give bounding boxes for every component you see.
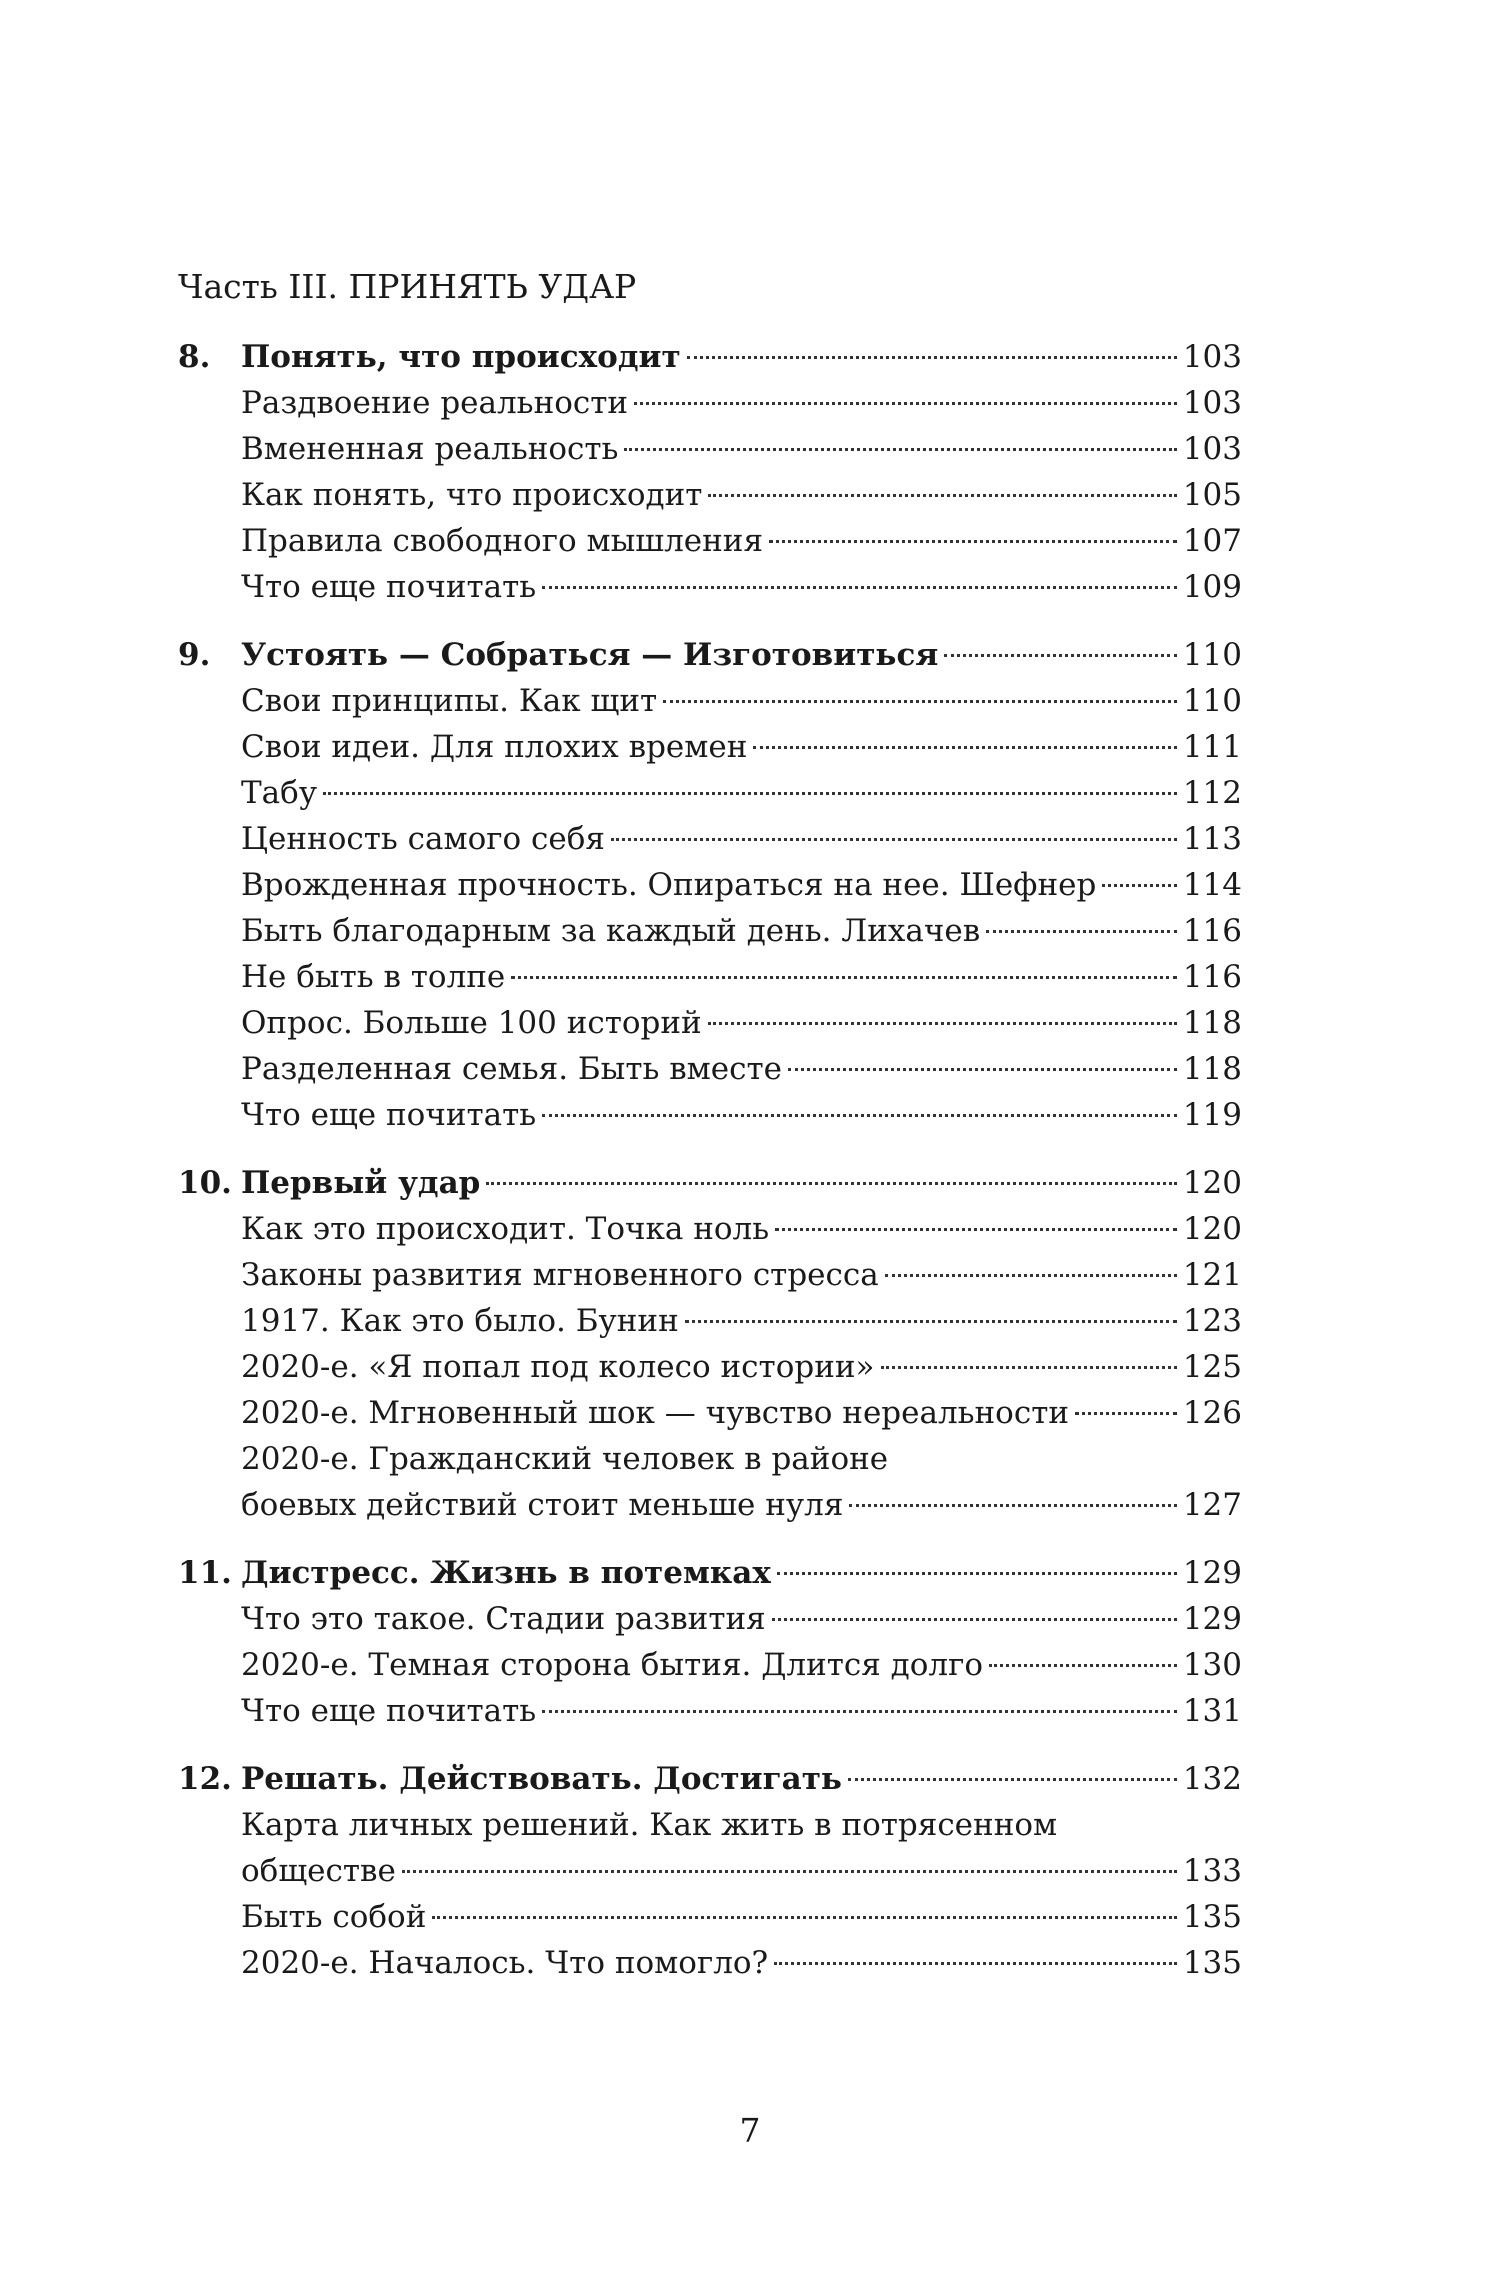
- entry-page: 135: [1182, 1899, 1242, 1935]
- dot-leader: [772, 1618, 1177, 1621]
- entry-content: [241, 678, 1242, 724]
- chapter: [178, 1550, 1242, 1734]
- toc-entry[interactable]: [178, 1642, 1242, 1688]
- dot-leader: [777, 1572, 1177, 1575]
- toc-entry[interactable]: [178, 380, 1242, 426]
- toc-entry[interactable]: [178, 1298, 1242, 1344]
- chapter-number: 8.: [178, 339, 211, 375]
- chapter-list: [178, 334, 1242, 1986]
- part-title: Часть III. ПРИНЯТЬ УДАР: [178, 267, 637, 306]
- entry-title: 2020-е. Темная сторона бытия. Длится долго: [241, 1647, 984, 1683]
- toc-entry[interactable]: [178, 1000, 1242, 1046]
- entry-content: [241, 1092, 1242, 1138]
- entry-title: Опрос. Больше 100 историй: [241, 1005, 702, 1041]
- dot-leader: [881, 1366, 1177, 1369]
- chapter-title: Решать. Действовать. Достигать: [241, 1761, 842, 1797]
- entry-title: боевых действий стоит меньше нуля: [241, 1487, 844, 1523]
- entry-title: Быть собой: [241, 1899, 427, 1935]
- entry-title: Что еще почитать: [241, 1097, 537, 1133]
- dot-leader: [432, 1916, 1176, 1919]
- dot-leader: [611, 838, 1177, 841]
- entry-content: [241, 1298, 1242, 1344]
- chapter-title: Понять, что происходит: [241, 339, 681, 375]
- entry-content: [241, 1894, 1242, 1940]
- dot-leader: [788, 1068, 1177, 1071]
- toc-entry[interactable]: [178, 1344, 1242, 1390]
- chapter-heading[interactable]: [178, 1756, 1242, 1802]
- entry-page: 127: [1182, 1487, 1242, 1523]
- toc-entry[interactable]: [178, 724, 1242, 770]
- chapter-heading[interactable]: [178, 1550, 1242, 1596]
- dot-leader: [708, 494, 1176, 497]
- toc-entry-line[interactable]: [178, 1802, 1242, 1848]
- entry-content: [241, 472, 1242, 518]
- entry-content: [241, 518, 1242, 564]
- entry-content: [241, 1344, 1242, 1390]
- entry-content: [241, 426, 1242, 472]
- entry-title: Врожденная прочность. Опираться на нее. Шефнер: [241, 867, 1097, 903]
- entry-content: [241, 1940, 1242, 1986]
- chapter-entry: [241, 632, 1242, 678]
- entry-page: 111: [1182, 729, 1242, 765]
- entry-content: [241, 816, 1242, 862]
- entry-page: 112: [1182, 775, 1242, 811]
- entry-title: Как понять, что происходит: [241, 477, 703, 513]
- entry-page: 135: [1182, 1945, 1242, 1981]
- entry-page: 133: [1182, 1853, 1242, 1889]
- entry-page: 113: [1182, 821, 1242, 857]
- entry-title: Свои принципы. Как щит: [241, 683, 658, 719]
- entry-content: [241, 1252, 1242, 1298]
- entry-title: Быть благодарным за каждый день. Лихачев: [241, 913, 981, 949]
- entry-title: Свои идеи. Для плохих времен: [241, 729, 748, 765]
- dot-leader: [885, 1274, 1177, 1277]
- entry-content: [241, 1390, 1242, 1436]
- dot-leader: [542, 1710, 1177, 1713]
- entry-content: [241, 1688, 1242, 1734]
- toc-entry[interactable]: [178, 426, 1242, 472]
- entry-content: [241, 1596, 1242, 1642]
- toc-entry[interactable]: [178, 1848, 1242, 1894]
- entry-title: Что еще почитать: [241, 1693, 537, 1729]
- chapter-title: Первый удар: [241, 1165, 481, 1201]
- dot-leader: [685, 1320, 1177, 1323]
- chapter-heading[interactable]: [178, 632, 1242, 678]
- toc-entry[interactable]: [178, 1482, 1242, 1528]
- entry-page: 118: [1182, 1051, 1242, 1087]
- chapter-number: 12.: [178, 1761, 232, 1797]
- dot-leader: [624, 448, 1176, 451]
- chapter-entry: [241, 1550, 1242, 1596]
- chapter-entry: [241, 1160, 1242, 1206]
- dot-leader: [848, 1778, 1177, 1781]
- entry-page: 107: [1182, 523, 1242, 559]
- toc-entry[interactable]: [178, 1596, 1242, 1642]
- chapter-entry: [241, 1756, 1242, 1802]
- chapter: [178, 632, 1242, 1138]
- entry-page: 121: [1182, 1257, 1242, 1293]
- entry-content: [241, 1000, 1242, 1046]
- chapter: [178, 1160, 1242, 1528]
- toc-entry[interactable]: [178, 472, 1242, 518]
- chapter-page: 129: [1182, 1555, 1242, 1591]
- dot-leader: [486, 1182, 1176, 1185]
- entry-title: Правила свободного мышления: [241, 523, 764, 559]
- entry-page: 119: [1182, 1097, 1242, 1133]
- dot-leader: [989, 1664, 1177, 1667]
- dot-leader: [542, 586, 1177, 589]
- dot-leader: [1102, 884, 1177, 887]
- entry-title-first-line: 2020-е. Гражданский человек в районе: [241, 1441, 889, 1477]
- entry-page: 103: [1182, 431, 1242, 467]
- chapter: [178, 334, 1242, 610]
- entry-title: Что еще почитать: [241, 569, 537, 605]
- toc-entry-line[interactable]: [178, 1436, 1242, 1482]
- chapter-page: 132: [1182, 1761, 1242, 1797]
- entry-content: [241, 1046, 1242, 1092]
- entry-title: 2020-е. «Я попал под колесо истории»: [241, 1349, 875, 1385]
- dot-leader: [774, 1962, 1177, 1965]
- dot-leader: [542, 1114, 1177, 1117]
- entry-page: 126: [1182, 1395, 1242, 1431]
- chapter-title: Устоять — Собраться — Изготовиться: [241, 637, 939, 673]
- entry-page: 110: [1182, 683, 1242, 719]
- entry-page: 131: [1182, 1693, 1242, 1729]
- entry-content: [241, 908, 1242, 954]
- toc-entry[interactable]: [178, 862, 1242, 908]
- entry-content: [241, 862, 1242, 908]
- entry-page: 116: [1182, 913, 1242, 949]
- dot-leader: [511, 976, 1177, 979]
- entry-title: Вмененная реальность: [241, 431, 619, 467]
- dot-leader: [769, 540, 1177, 543]
- entry-page: 105: [1182, 477, 1242, 513]
- toc-entry[interactable]: [178, 1206, 1242, 1252]
- chapter-number: 11.: [178, 1555, 232, 1591]
- entry-page: 116: [1182, 959, 1242, 995]
- entry-page: 123: [1182, 1303, 1242, 1339]
- dot-leader: [402, 1870, 1177, 1873]
- page-number: 7: [739, 2111, 761, 2150]
- entry-title: 2020-е. Мгновенный шок — чувство нереальности: [241, 1395, 1070, 1431]
- toc-entry[interactable]: [178, 678, 1242, 724]
- toc-entry[interactable]: [178, 954, 1242, 1000]
- entry-title: Не быть в толпе: [241, 959, 506, 995]
- toc-entry[interactable]: [178, 1092, 1242, 1138]
- entry-content: [241, 1848, 1242, 1894]
- toc-entry[interactable]: [178, 1252, 1242, 1298]
- entry-page: 120: [1182, 1211, 1242, 1247]
- dot-leader: [849, 1504, 1176, 1507]
- entry-page: 103: [1182, 385, 1242, 421]
- dot-leader: [753, 746, 1176, 749]
- entry-page: 129: [1182, 1601, 1242, 1637]
- dot-leader: [986, 930, 1177, 933]
- entry-content: [241, 380, 1242, 426]
- dot-leader: [663, 700, 1177, 703]
- entry-title: 1917. Как это было. Бунин: [241, 1303, 679, 1339]
- entry-title: Разделенная семья. Быть вместе: [241, 1051, 783, 1087]
- chapter-title: Дистресс. Жизнь в потемках: [241, 1555, 771, 1591]
- entry-title: Табу: [241, 775, 318, 811]
- dot-leader: [687, 356, 1177, 359]
- table-of-contents: [178, 262, 1242, 2008]
- entry-content: [241, 954, 1242, 1000]
- dot-leader: [944, 654, 1177, 657]
- chapter-heading[interactable]: [178, 334, 1242, 380]
- toc-entry[interactable]: [178, 1046, 1242, 1092]
- toc-entry[interactable]: [178, 1940, 1242, 1986]
- toc-entry[interactable]: [178, 564, 1242, 610]
- chapter-page: 103: [1182, 339, 1242, 375]
- toc-entry[interactable]: [178, 1688, 1242, 1734]
- entry-content: [241, 724, 1242, 770]
- entry-page: 130: [1182, 1647, 1242, 1683]
- chapter-page: 110: [1182, 637, 1242, 673]
- toc-entry[interactable]: [178, 1390, 1242, 1436]
- entry-title: 2020-е. Началось. Что помогло?: [241, 1945, 769, 1981]
- chapter-number: 10.: [178, 1165, 232, 1201]
- dot-leader: [1075, 1412, 1177, 1415]
- entry-content: [241, 1482, 1242, 1528]
- entry-title: Законы развития мгновенного стресса: [241, 1257, 879, 1293]
- entry-page: 125: [1182, 1349, 1242, 1385]
- dot-leader: [708, 1022, 1177, 1025]
- chapter-page: 120: [1182, 1165, 1242, 1201]
- entry-title: Раздвоение реальности: [241, 385, 629, 421]
- entry-content: [241, 564, 1242, 610]
- dot-leader: [634, 402, 1177, 405]
- entry-content: [241, 1206, 1242, 1252]
- entry-content: [241, 770, 1242, 816]
- chapter-heading[interactable]: [178, 1160, 1242, 1206]
- entry-title: Ценность самого себя: [241, 821, 605, 857]
- toc-entry[interactable]: [178, 1894, 1242, 1940]
- entry-page: 118: [1182, 1005, 1242, 1041]
- entry-content: [241, 1642, 1242, 1688]
- entry-page: 109: [1182, 569, 1242, 605]
- toc-entry[interactable]: [178, 816, 1242, 862]
- dot-leader: [775, 1228, 1177, 1231]
- entry-title-first-line: Карта личных решений. Как жить в потрясенном: [241, 1807, 1058, 1843]
- toc-entry[interactable]: [178, 908, 1242, 954]
- toc-entry[interactable]: [178, 518, 1242, 564]
- entry-title: обществе: [241, 1853, 396, 1889]
- entry-title: Как это происходит. Точка ноль: [241, 1211, 770, 1247]
- chapter-number: 9.: [178, 637, 211, 673]
- chapter-entry: [241, 334, 1242, 380]
- chapter: [178, 1756, 1242, 1986]
- dot-leader: [323, 792, 1177, 795]
- toc-entry[interactable]: [178, 770, 1242, 816]
- entry-page: 114: [1182, 867, 1242, 903]
- entry-title: Что это такое. Стадии развития: [241, 1601, 766, 1637]
